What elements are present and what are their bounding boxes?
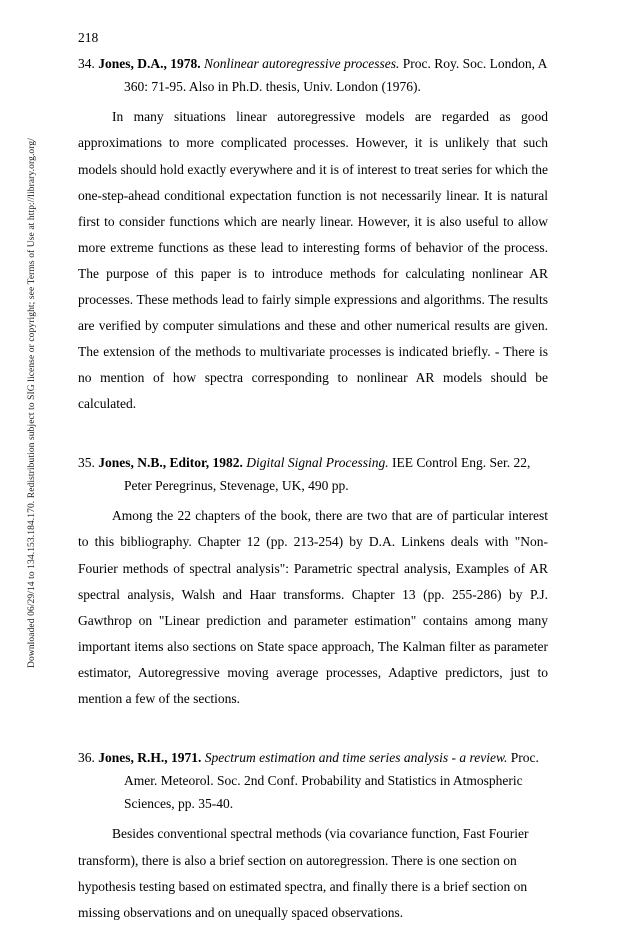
entry-author: Jones, D.A., 1978.: [98, 56, 201, 71]
entry-number: 36.: [78, 749, 95, 765]
entry-author: Jones, R.H., 1971.: [98, 749, 202, 765]
bibliography-entry: [78, 746, 548, 926]
page-content: [78, 52, 548, 946]
entry-annotation: Besides conventional spectral methods (via covariance function, Fast Fourier transform), there is also a brief section on autoregression. There is one section on hypothesis testing based on estimated spectra, and finally there is a brief section on missing observations and on unequally spaced observations.: [78, 826, 529, 920]
entry-source-line2: Peter Peregrinus, Stevenage, UK, 490 pp.: [124, 478, 349, 494]
entry-title: Digital Signal Processing.: [246, 455, 389, 470]
entry-annotation: In many situations linear autoregressive models are regarded as good approximations to more complicated processes. However, it is unlikely that such models should hold exactly everywhere and it is of interest to treat series for which the one-step-ahead conditional expectation function is not necessarily linear. It is natural first to consider functions which are nearly linear. However, it is also useful to allow more extreme functions as these lead to interesting forms of behavior of the process. The purpose of this paper is to introduce methods for calculating nonlinear AR processes. These methods lead to fairly simple expressions and algorithms. The results are verified by computer simulations and these and other numerical results are given. The extension of the methods to multivariate processes is indicated briefly. - There is no mention of how spectra corresponding to nonlinear AR models should be calculated.: [78, 109, 548, 411]
reference-line: [78, 451, 548, 474]
entry-source-line1: IEE Control Eng. Ser. 22,: [392, 455, 531, 470]
entry-title: Spectrum estimation and time series analysis - a review.: [204, 749, 508, 765]
entry-annotation: Among the 22 chapters of the book, there are two that are of particular interest to this bibliography. Chapter 12 (pp. 213-254) by D.A. Linkens deals with "Non-Fourier methods of spectral analysis": Parametric spectral analysis, Examples of AR spectral analysis, Walsh and Haar transforms. Chapter 13 (pp. 255-286) by P.J. Gawthrop on "Linear prediction and parameter estimation" contains among many important items also sections on State space approach, The Kalman filter as parameter estimator, Autoregressive moving average processes, Adaptive predictors, just to mention a few of the sections.: [78, 508, 548, 706]
entry-number: 35.: [78, 455, 95, 470]
download-watermark-note: Downloaded 06/29/14 to 134.153.184.170. Redistribution subject to SIG license or copyright; see Terms of Use at http://library.org.org/: [27, 138, 37, 668]
entry-source-line2: 360: 71-95. Also in Ph.D. thesis, Univ. London (1976).: [124, 79, 421, 95]
entry-source-line3: Sciences, pp. 35-40.: [124, 796, 234, 812]
entry-number: 34.: [78, 56, 95, 71]
reference-line: [78, 746, 548, 769]
entry-spacer: [78, 437, 548, 451]
page-number: 218: [78, 30, 99, 45]
reference-line: [78, 52, 548, 75]
entry-source-line1: Proc. Roy. Soc. London, A: [402, 56, 548, 71]
document-page: [78, 0, 548, 920]
entry-author: Jones, N.B., Editor, 1982.: [98, 455, 243, 470]
bibliography-entry: [78, 52, 548, 417]
entry-spacer: [78, 732, 548, 746]
entry-title: Nonlinear autoregressive processes.: [204, 56, 400, 71]
bibliography-entry: [78, 451, 548, 712]
entry-source-line1: Proc.: [510, 749, 539, 765]
entry-source-line2: Amer. Meteorol. Soc. 2nd Conf. Probability and Statistics in Atmospheric: [124, 773, 523, 789]
